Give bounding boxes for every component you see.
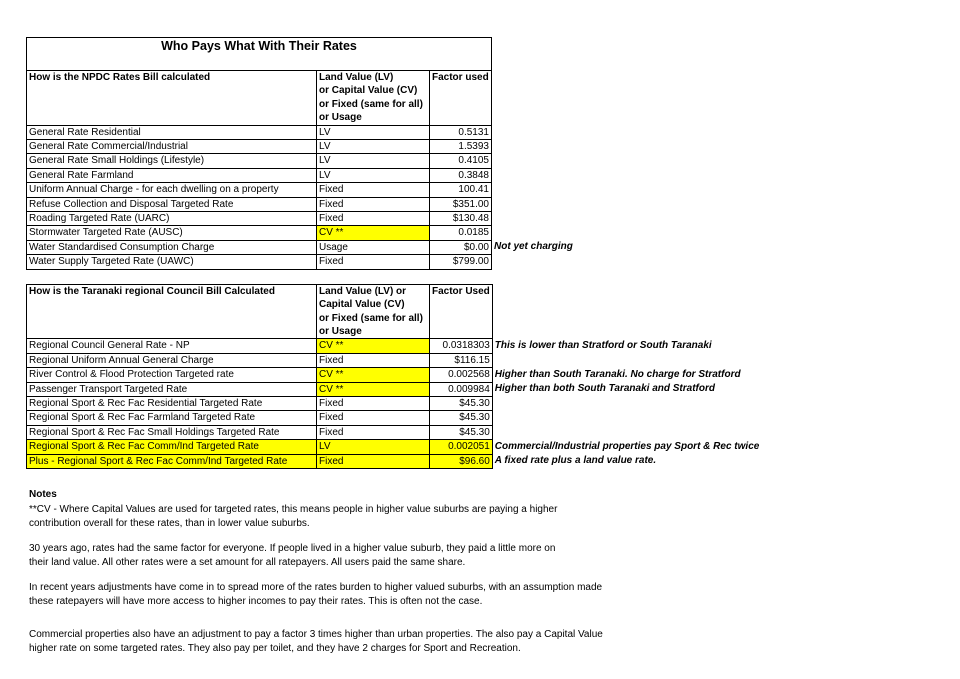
trc-header-basis-line: Land Value (LV) or	[319, 285, 407, 297]
trc-row-basis: Fixed	[317, 425, 430, 439]
trc-row-name: Regional Uniform Annual General Charge	[27, 353, 317, 367]
npdc-row-note	[492, 197, 792, 211]
trc-row-note	[492, 353, 792, 367]
note-paragraph	[29, 542, 629, 571]
npdc-row-basis: LV	[317, 168, 430, 182]
trc-row	[27, 454, 793, 468]
trc-row-factor: 0.002051	[430, 440, 493, 454]
npdc-row-name: General Rate Farmland	[27, 168, 317, 182]
npdc-row-factor: $0.00	[430, 240, 492, 254]
npdc-header-basis-line: or Usage	[319, 112, 362, 124]
trc-row-name: Regional Sport & Rec Fac Residential Targeted Rate	[27, 396, 317, 410]
npdc-header-name: How is the NPDC Rates Bill calculated	[27, 71, 317, 126]
note-line: these ratepayers will have more access to higher incomes to pay their rates. This is often not the case.	[29, 596, 483, 607]
npdc-row-basis: LV	[317, 140, 430, 154]
trc-rows	[27, 339, 793, 469]
npdc-row-name: General Rate Small Holdings (Lifestyle)	[27, 154, 317, 168]
npdc-row	[27, 168, 792, 182]
trc-header-factor: Factor Used	[430, 284, 493, 339]
trc-row-basis: Fixed	[317, 454, 430, 468]
trc-row-name: River Control & Flood Protection Targeted rate	[27, 368, 317, 382]
npdc-row-factor: 0.0185	[430, 226, 492, 240]
trc-row	[27, 339, 793, 353]
rates-sheet	[26, 37, 793, 469]
trc-header-basis-line: or Fixed (same for all)	[319, 312, 423, 324]
npdc-row-basis: Fixed	[317, 197, 430, 211]
npdc-row-note	[492, 168, 792, 182]
npdc-row-basis: Fixed	[317, 255, 430, 269]
notes-heading: Notes	[29, 489, 57, 500]
npdc-row-name: Water Supply Targeted Rate (UAWC)	[27, 255, 317, 269]
npdc-row-note	[492, 255, 792, 269]
trc-header-row	[27, 284, 793, 339]
npdc-row-name: Water Standardised Consumption Charge	[27, 240, 317, 254]
sheet-title: Who Pays What With Their Rates	[27, 38, 492, 71]
npdc-row-basis: Fixed	[317, 212, 430, 226]
npdc-row-name: Uniform Annual Charge - for each dwelling on a property	[27, 183, 317, 197]
npdc-row-note	[492, 226, 792, 240]
npdc-header-basis-line: Land Value (LV)	[319, 72, 394, 83]
trc-row-basis: Fixed	[317, 411, 430, 425]
npdc-row-note: Not yet charging	[494, 241, 573, 253]
npdc-row-name: Roading Targeted Rate (UARC)	[27, 212, 317, 226]
npdc-header-basis	[317, 71, 430, 126]
title-row	[27, 38, 792, 71]
trc-row-name: Regional Sport & Rec Fac Farmland Targeted Rate	[27, 411, 317, 425]
npdc-row-factor: 100.41	[430, 183, 492, 197]
npdc-row-basis: LV	[317, 154, 430, 168]
trc-row-note: Higher than South Taranaki. No charge for Stratford	[494, 368, 741, 380]
note-line: **CV - Where Capital Values are used for targeted rates, this means people in higher value suburbs are paying a higher	[29, 503, 558, 515]
trc-row-basis: CV **	[317, 382, 430, 396]
trc-row	[27, 425, 793, 439]
note-line: 30 years ago, rates had the same factor for everyone. If people lived in a higher value suburb, they paid a little more on	[29, 542, 556, 554]
npdc-rows	[27, 125, 792, 269]
trc-row-basis: Fixed	[317, 353, 430, 367]
npdc-row-name: General Rate Residential	[27, 125, 317, 139]
trc-header-basis-line: or Usage	[319, 325, 362, 337]
trc-row-basis: CV **	[317, 339, 430, 353]
npdc-row-name: Refuse Collection and Disposal Targeted Rate	[27, 197, 317, 211]
npdc-header-basis-line: or Capital Value (CV)	[319, 85, 418, 97]
npdc-row	[27, 140, 792, 154]
trc-row-name: Regional Council General Rate - NP	[27, 339, 317, 353]
npdc-row-note	[492, 125, 792, 139]
npdc-row-basis: LV	[317, 125, 430, 139]
npdc-row-factor: 1.5393	[430, 140, 492, 154]
trc-row-note: Higher than both South Taranaki and Stratford	[494, 383, 715, 395]
trc-row-basis: Fixed	[317, 396, 430, 410]
trc-row-factor: $96.60	[430, 454, 493, 468]
trc-row-note	[492, 396, 792, 410]
note-line: contribution overall for these rates, than in lower value suburbs.	[29, 518, 310, 529]
npdc-row-name: Stormwater Targeted Rate (AUSC)	[27, 226, 317, 240]
trc-row-note: A fixed rate plus a land value rate.	[494, 455, 657, 467]
note-paragraph	[29, 503, 629, 532]
npdc-row	[27, 154, 792, 168]
npdc-row-basis: CV **	[317, 226, 430, 240]
trc-row-basis: LV	[317, 440, 430, 454]
npdc-header-basis-line: or Fixed (same for all)	[319, 98, 423, 110]
trc-row	[27, 382, 793, 396]
trc-row	[27, 440, 793, 454]
npdc-row-note	[492, 140, 792, 154]
trc-row-name: Regional Sport & Rec Fac Comm/Ind Targeted Rate	[27, 440, 317, 454]
npdc-row	[27, 197, 792, 211]
npdc-header-factor: Factor used	[430, 71, 492, 126]
trc-row-note: This is lower than Stratford or South Taranaki	[494, 339, 712, 351]
trc-row-note	[492, 411, 792, 425]
npdc-row	[27, 240, 792, 254]
npdc-row	[27, 212, 792, 226]
npdc-header-row	[27, 71, 792, 126]
npdc-row	[27, 255, 792, 269]
npdc-row-factor: $351.00	[430, 197, 492, 211]
trc-row-factor: $45.30	[430, 396, 493, 410]
trc-row	[27, 353, 793, 367]
trc-row-basis: CV **	[317, 368, 430, 382]
trc-row-factor: 0.002568	[430, 368, 493, 382]
npdc-row-factor: $799.00	[430, 255, 492, 269]
trc-table	[26, 284, 793, 469]
npdc-row	[27, 125, 792, 139]
npdc-row-name: General Rate Commercial/Industrial	[27, 140, 317, 154]
trc-row	[27, 368, 793, 382]
note-paragraph	[29, 628, 629, 657]
npdc-row-note	[492, 154, 792, 168]
trc-row-factor: 0.0318303	[430, 339, 493, 353]
notes-section	[29, 488, 629, 667]
trc-header-basis-line: Capital Value (CV)	[319, 299, 405, 311]
npdc-row-note	[492, 212, 792, 226]
npdc-row-factor: 0.5131	[430, 125, 492, 139]
trc-header-basis	[317, 284, 430, 339]
npdc-row-factor: $130.48	[430, 212, 492, 226]
note-paragraph	[29, 581, 629, 610]
trc-row	[27, 411, 793, 425]
trc-row-note	[492, 425, 792, 439]
npdc-table	[26, 37, 792, 270]
npdc-row-factor: 0.3848	[430, 168, 492, 182]
npdc-row-factor: 0.4105	[430, 154, 492, 168]
note-line: In recent years adjustments have come in to spread more of the rates burden to higher valued suburbs, with an assumption made	[29, 581, 603, 593]
trc-row-note: Commercial/Industrial properties pay Sport & Rec twice	[494, 440, 760, 452]
npdc-row-basis: Fixed	[317, 183, 430, 197]
trc-row-factor: 0.009984	[430, 382, 493, 396]
note-line: their land value. All other rates were a set amount for all ratepayers. All users paid the same share.	[29, 557, 466, 568]
npdc-row-note	[492, 183, 792, 197]
note-line: Commercial properties also have an adjustment to pay a factor 3 times higher than urban properties. The also pay a Capital Value	[29, 628, 603, 640]
trc-row	[27, 396, 793, 410]
trc-row-name: Passenger Transport Targeted Rate	[27, 382, 317, 396]
note-line: higher rate on some targeted rates. They also pay per toilet, and they have 2 charges for Sport and Recreation.	[29, 643, 521, 654]
trc-row-factor: $45.30	[430, 425, 493, 439]
trc-row-name: Plus - Regional Sport & Rec Fac Comm/Ind Targeted Rate	[27, 454, 317, 468]
trc-row-name: Regional Sport & Rec Fac Small Holdings Targeted Rate	[27, 425, 317, 439]
trc-row-factor: $116.15	[430, 353, 493, 367]
npdc-row	[27, 226, 792, 240]
trc-row-factor: $45.30	[430, 411, 493, 425]
npdc-row-basis: Usage	[317, 240, 430, 254]
npdc-row	[27, 183, 792, 197]
trc-header-name: How is the Taranaki regional Council Bill Calculated	[27, 284, 317, 339]
